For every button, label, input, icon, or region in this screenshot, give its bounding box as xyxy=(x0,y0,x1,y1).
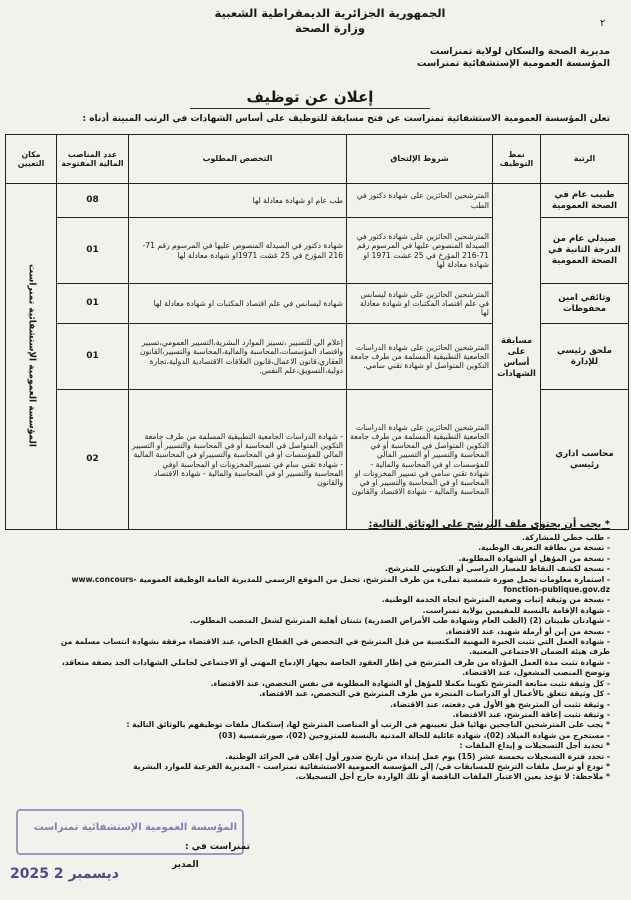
list-item: - وثيقة تثبت إعاقة المترشح، عند الاقتضاء. xyxy=(452,709,610,719)
row-conditions: المترشحين الحائزين على شهادة دكتور في الطب xyxy=(347,184,493,218)
header-conditions: شروط الإلتحاق xyxy=(347,135,493,184)
row-rank: وثائقي امين محفوظات xyxy=(541,284,629,324)
list-item: - كل وثيقة تثبت متابعة المترشح تكوينا مكملا للمؤهل أو الشهادة المطلوبة في نفس التخصص، عند الاقتضاء. xyxy=(210,678,610,688)
row-rank: ملحق رئيسي للإدارة xyxy=(541,324,629,390)
row-rank: محاسب اداري رئيسي xyxy=(541,390,629,530)
list-item: - استمارة معلومات تحمل صورة شمسية تملىء من طرف المترشح، تحمل من الموقع الرسمي للمديرية العامة الوظيفة العمومية www.concours-fonction-publique.gov.dz xyxy=(71,574,610,595)
row-specialty: - شهادة الدراسات الجامعية التطبيقية المسلمة من طرف جامعة التكوين المتواصل في المحاسبة أو في المحاسبة والتسيير أو التسيير المالي للمؤسسات او في المحاسبة والتسييراو في المحاسبة المالية - شهادة تقني سام في تسييرالمخزونات او المحاسبة اوفي المحاسبة والتسيير او في المحاسبة والمالية - شهادة الاقتصاد والقانون xyxy=(129,390,347,530)
list-item: - شهادتان طبيتان (2) (الطب العام وشهادة طب الأمراض الصدرية) تثبتان أهلية المترشح لشغل المنصب المطلوب. xyxy=(189,616,610,626)
row-specialty: شهادة ليسانس في علم اقتصاد المكتبات او شهادة معادلة لها xyxy=(129,284,347,324)
row-count: 02 xyxy=(57,390,129,530)
row-count: 01 xyxy=(57,218,129,284)
stamp-text: المؤسسة العمومية الإستشفائية تمنراست xyxy=(33,822,237,833)
list-item: - نسخة لكشف النقاط للمسار الدراسي أو التكويني للمترشح. xyxy=(384,564,610,574)
documents-list xyxy=(40,533,610,783)
row-specialty: إعلام الي للتسيير ،تسيير الموارد البشرية،التسيير العمومي،تسيير واقتصاد المؤسسات،المحاسبة والمالية،المحاسبة والتسيير،القانون العقاري،قانون الاعمال،قانون العلاقات الاقتصادية الدولية،تجارة دولية،التسويق،علم النفس. xyxy=(129,324,347,390)
documents-title: * يجب أن يحتوي ملف الترشح على الوثائق التالية: xyxy=(368,519,610,530)
table-row xyxy=(6,184,629,218)
table-header-row xyxy=(6,135,629,184)
row-conditions: المترشحين الحائزين على شهادة الدراسات الجامعية التطبيقية المسلمة من طرف جامعة التكوين المتواصل او شهادة تقني سامي. xyxy=(347,324,493,390)
row-count: 01 xyxy=(57,284,129,324)
ministry-name: وزارة الصحة xyxy=(295,21,365,35)
official-stamp xyxy=(15,802,245,862)
list-item: - نسخة من بطاقة التعريف الوطنية. xyxy=(478,543,610,553)
list-item: - شهادة العمل التي تثبت الخبرة المهنية المكتسبة من قبل المترشح في التخصص في القطاع الخاص، عند الاقتضاء مرفقة بشهادة انتساب مسلمة من طرف هيئة الضمان الاجتماعي المعنية. xyxy=(60,637,610,657)
list-item: * يجب على المترشحين الناجحين نهائيا قبل تعيينهم في الرتب أو المناصب المترشح لها، إستكمال ملفات توظيفهم بالوثائق التالية : xyxy=(126,720,610,730)
institution-header xyxy=(400,46,610,70)
row-conditions: المترشحين الحائزين على شهادة دكتور في الصيدلة المنصوص عليها في المرسوم رقم 71-216 المؤرخ في 25 غشت 1971 او شهادة معادلة لها xyxy=(347,218,493,284)
required-documents xyxy=(40,519,610,783)
list-item: - نسخة من المؤهل أو الشهادة المطلوبة. xyxy=(458,553,610,563)
list-item: - وثيقة تثبت أن المترشح هو الأول في دفعته، عند الاقتضاء. xyxy=(390,699,610,709)
list-item: * ملاحظة: لا تؤخذ بعين الاعتبار الملفات الناقصة أو تلك الواردة خارج أجل التسجيلات. xyxy=(295,772,610,782)
row-specialty: شهادة دكتور في الصيدلة المنصوص عليها في المرسوم رقم 71-216 المؤرخ في 25 غشت 1971او شهادة معادلة لها xyxy=(129,218,347,284)
list-item: * تحديد أجل التسجيلات و إيداع الملفات : xyxy=(459,741,610,751)
row-count: 01 xyxy=(57,324,129,390)
list-item: - كل وثيقة تتعلق بالأعمال أو الدراسات المنجزة من طرف المترشح في التخصص، عند الاقتضاء. xyxy=(259,689,610,699)
list-item: - طلب خطي للمشاركة. xyxy=(522,533,610,542)
directorate-name: مديرية الصحة والسكان لولاية تمنراست xyxy=(429,46,610,57)
establishment-name: المؤسسة العمومية الإستشفائية تمنراست xyxy=(416,58,610,69)
page-number: ٢ xyxy=(600,18,606,29)
republic-header xyxy=(180,6,480,36)
intro-paragraph: تعلن المؤسسة العمومية الاستشفائية تمنراست عن فتح مسابقة للتوظيف على أساس الشهادات في الرتب المبينة أدناه : xyxy=(82,114,610,124)
list-item: - مستخرج من شهادة الميلاد (02)، شهادة عائلية للحالة المدنية بالنسبة للمتزوجين (02)، صورشمسية (03) xyxy=(218,730,610,740)
assignment-place xyxy=(6,184,57,530)
header-place: مكان التعيين xyxy=(6,135,57,184)
announcement-title: إعلان عن توظيف xyxy=(190,86,430,109)
list-item: * تودع أو ترسل ملفات الترشح للمسابقات في/ إلى المؤسسة العمومية الاستشفائية تمنراست - المديرية الفرعية للموارد البشرية xyxy=(133,761,610,771)
header-mode: نمط التوظيف xyxy=(493,135,541,184)
row-conditions: المترشحين الحائزين على شهادة ليسانس في علم اقتصاد المكتبات او شهادة معادلة لها xyxy=(347,284,493,324)
row-specialty: طب عام او شهادة معادلة لها xyxy=(129,184,347,218)
header-rank: الرتبة xyxy=(541,135,629,184)
list-item: - شهادة الإقامة بالنسبة للمقيمين بولاية تمنراست. xyxy=(422,605,610,615)
list-item: - نسخة من إبن أو أرملة شهيد، عند الاقتضاء. xyxy=(445,626,610,636)
header-specialty: التخصص المطلوب xyxy=(129,135,347,184)
row-rank: طبيب عام في الصحة العمومية xyxy=(541,184,629,218)
list-item: - تحدد فترة التسجيلات بخمسة عشر (15) يوم عمل إبتداء من تاريخ صدور أول إعلان في الجرائد الوطنية. xyxy=(225,751,610,761)
row-conditions: المترشحين الحائزين على شهادة الدراسات الجامعية التطبيقية المسلمة من طرف جامعة التكوين المتواصل في المحاسبة أو في المحاسبة والتسيير أو التسيير المالي للمؤسسات او في المحاسبة والمالية - شهادة تقني سامي في تسيير المخزونات او المحاسبة او في المحاسبة والتسيير او في المحاسبة والمالية - شهادة الاقتصاد والقانون xyxy=(347,390,493,530)
row-rank: صيدلي عام من الدرجة الثانية في الصحة العمومية xyxy=(541,218,629,284)
positions-table xyxy=(5,134,629,530)
row-count: 08 xyxy=(57,184,129,218)
recruitment-mode: مسابقة على أساس الشهادات xyxy=(493,184,541,530)
assignment-place-label: المؤسسة العمومية الإستشفائية تمنراست xyxy=(26,263,37,447)
header-count: عدد المناصب المالية المفتوحة xyxy=(57,135,129,184)
list-item: - نسخة من وثيقة إثبات وضعية المترشح اتجاه الخدمة الوطنية. xyxy=(381,595,610,605)
signature-place: تمنراست في : xyxy=(185,842,251,852)
list-item: - شهادة تثبت مدة العمل المؤداة من طرف المترشح في إطار العقود الخاصة بجهاز الإدماج المهني أو الاجتماعي لحاملي الشهادات الجد بصفة متعاقد، وتوضح المنصب المشغول، عند الاقتضاء. xyxy=(61,657,610,678)
republic-name: الجمهورية الجزائرية الديمقراطية الشعبية xyxy=(214,6,446,20)
signature-title: المدير xyxy=(172,860,199,870)
date-stamp: 2025 ديسمبر 2 xyxy=(10,866,119,882)
